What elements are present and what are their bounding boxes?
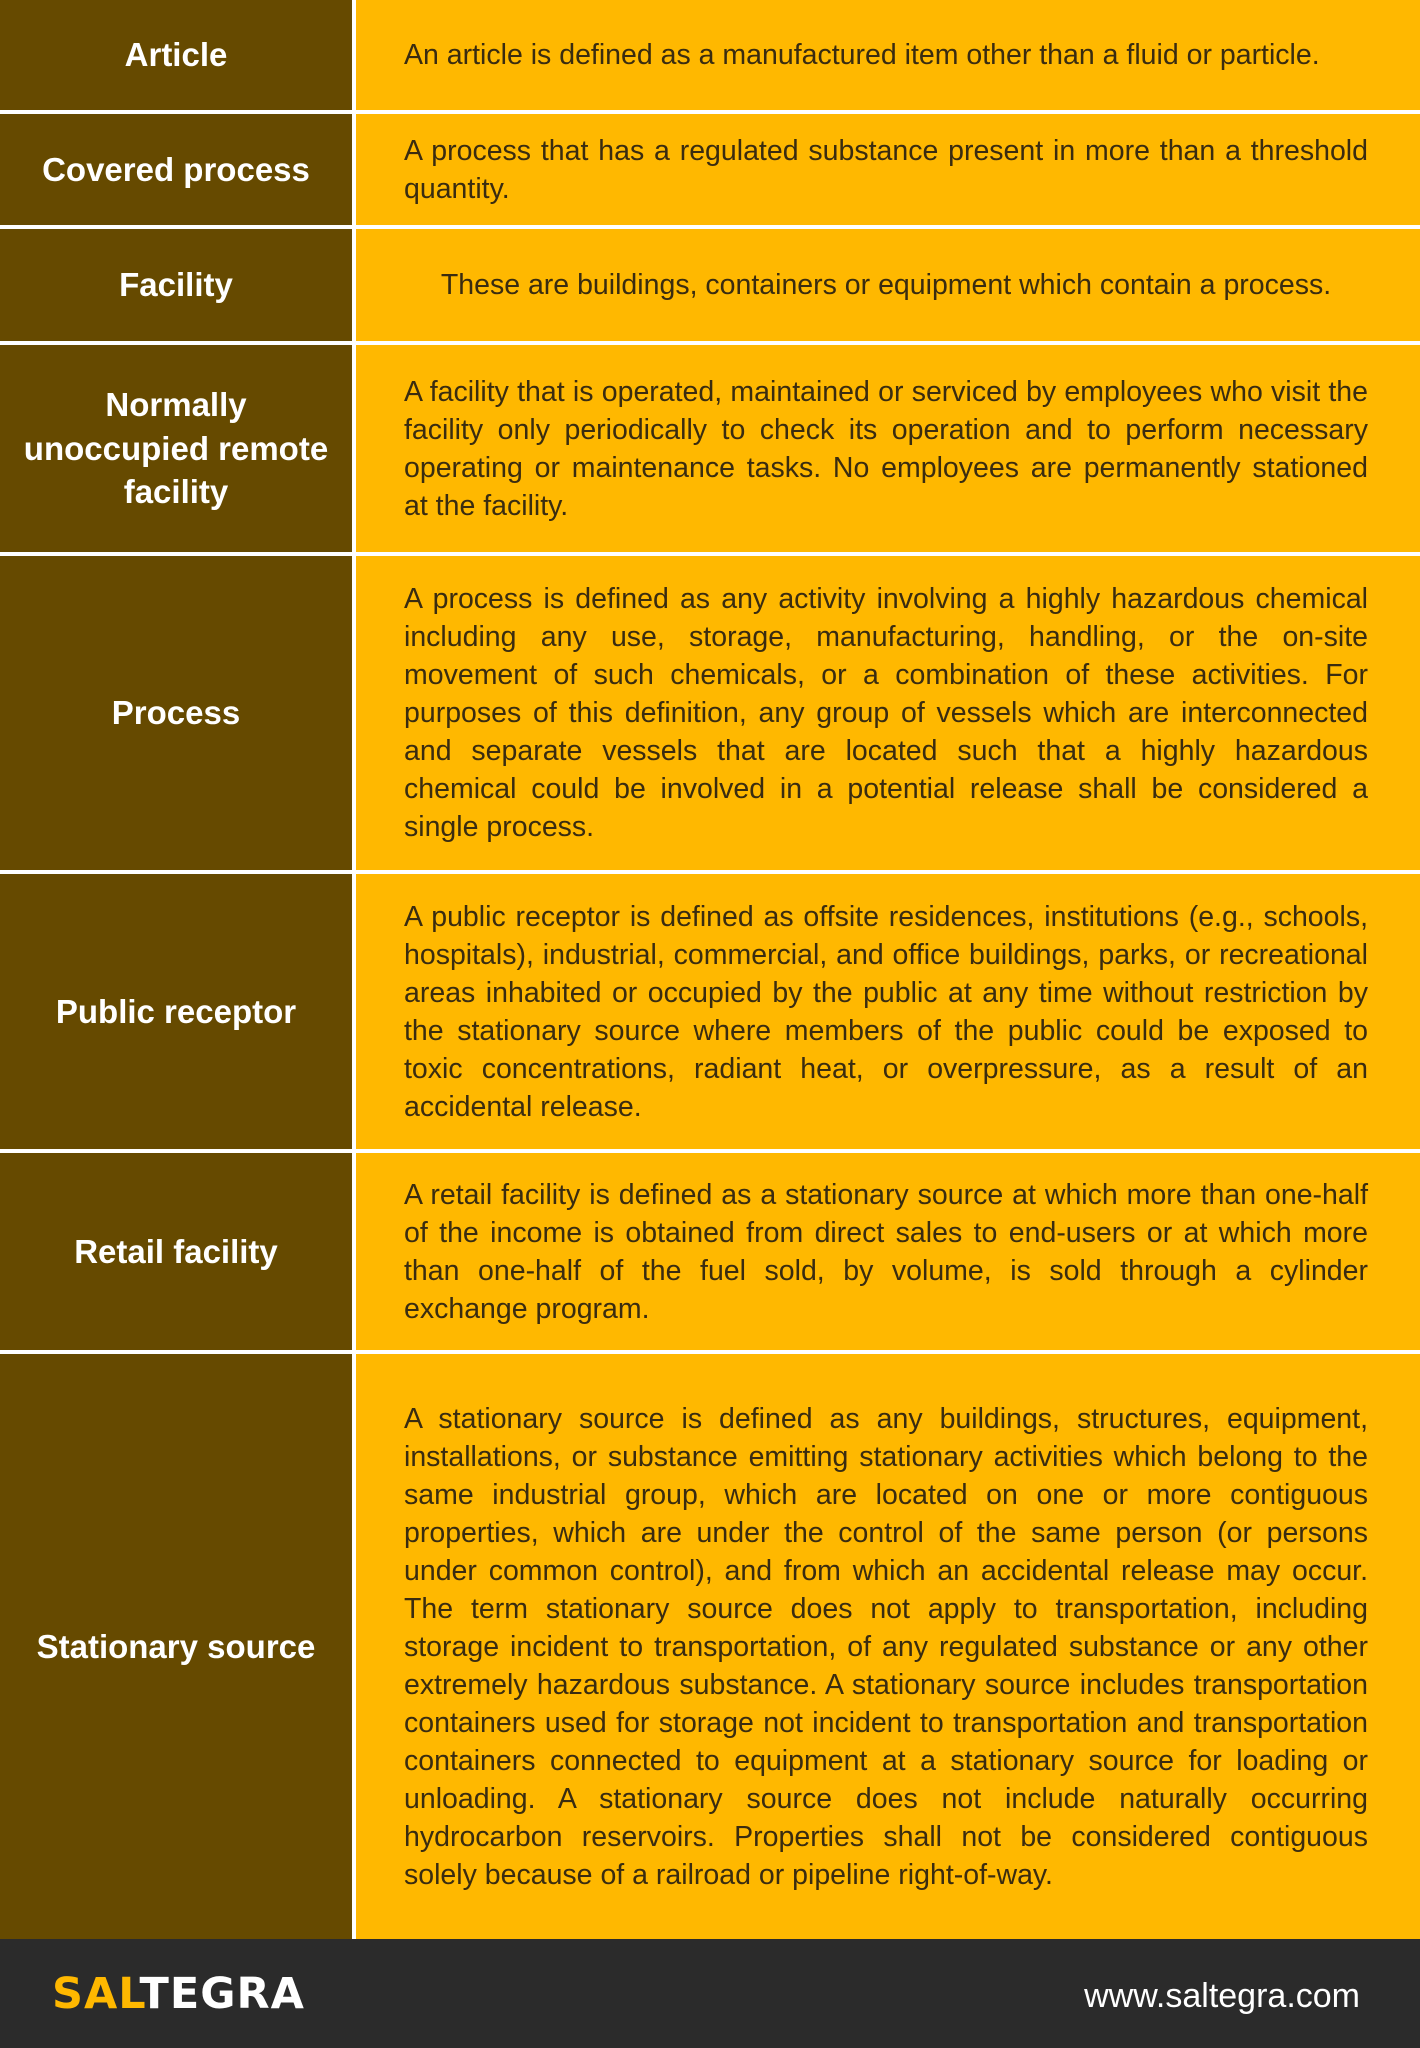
definition-text: A facility that is operated, maintained or serviced by employees who visit the facility only periodically to check its operation and to perform necessary operating or maintenance tasks. No employees are permanently stationed at the facility. [404,375,1368,522]
table-row [0,874,1420,1149]
definition-text: A retail facility is defined as a stationary source at which more than one-half of the income is obtained from direct sales to end-users or at which more than one-half of the fuel sold, by volume, is sold through a cylinder exchange program. [404,1178,1368,1325]
definition-text: A public receptor is defined as offsite residences, institutions (e.g., schools, hospitals), industrial, commercial, and office buildings, parks, or recreational areas inhabited or occupied by the public at any time without restriction by the stationary source where members of the public could be exposed to toxic concentrations, radiant heat, or overpressure, as a result of an accidental release. [404,900,1368,1123]
term-cell: Public receptor [0,874,352,1149]
definition-cell [356,556,1420,870]
table-row [0,114,1420,225]
term-cell: Covered process [0,114,352,225]
definition-text: A process that has a regulated substance present in more than a threshold quantity. [404,134,1368,205]
website-url[interactable]: www.saltegra.com [1084,1977,1360,2015]
table-row [0,1354,1420,1939]
term-cell: Article [0,0,352,110]
table-row [0,345,1420,552]
term-cell: Retail facility [0,1153,352,1350]
definition-text: These are buildings, containers or equipment which contain a process. [440,269,1332,301]
definition-cell [356,229,1420,341]
logo-part-accent: SAL [52,1969,140,2019]
table-row [0,1153,1420,1350]
definition-cell [356,345,1420,552]
definition-text: An article is defined as a manufactured item other than a fluid or particle. [404,39,1320,71]
term-cell: Normally unoccupied remote facility [0,345,352,552]
table-row [0,556,1420,870]
term-cell: Stationary source [0,1354,352,1939]
term-cell: Process [0,556,352,870]
definition-cell [356,874,1420,1149]
footer [0,1939,1420,2048]
definition-text: A stationary source is defined as any buildings, structures, equipment, installations, or substance emitting stationary activities which belong to the same industrial group, which are located on one or more contiguous properties, which are under the control of the same person (or persons under common control), and from which an accidental release may occur. The term stationary source does not apply to transportation, including storage incident to transportation, of any regulated substance or any other extremely hazardous substance. A stationary source includes transportation containers used for storage not incident to transportation and transportation containers connected to equipment at a stationary source for loading or unloading. A stationary source does not include naturally occurring hydrocarbon reservoirs. Properties shall not be considered contiguous solely because of a railroad or pipeline right-of-way. [404,1402,1368,1891]
definition-cell [356,1354,1420,1939]
saltegra-logo [52,1969,305,2019]
definition-text: A process is defined as any activity involving a highly hazardous chemical including any use, storage, manufacturing, handling, or the on-site movement of such chemicals, or a combination of these activities. For purposes of this definition, any group of vessels which are interconnected and separate vessels that are located such that a highly hazardous chemical could be involved in a potential release shall be considered a single process. [404,583,1368,843]
logo-part-white: TEGRA [139,1969,305,2019]
definition-cell [356,0,1420,110]
table-row [0,0,1420,110]
definition-cell [356,1153,1420,1350]
definition-cell [356,114,1420,225]
term-cell: Facility [0,229,352,341]
table-row [0,229,1420,341]
